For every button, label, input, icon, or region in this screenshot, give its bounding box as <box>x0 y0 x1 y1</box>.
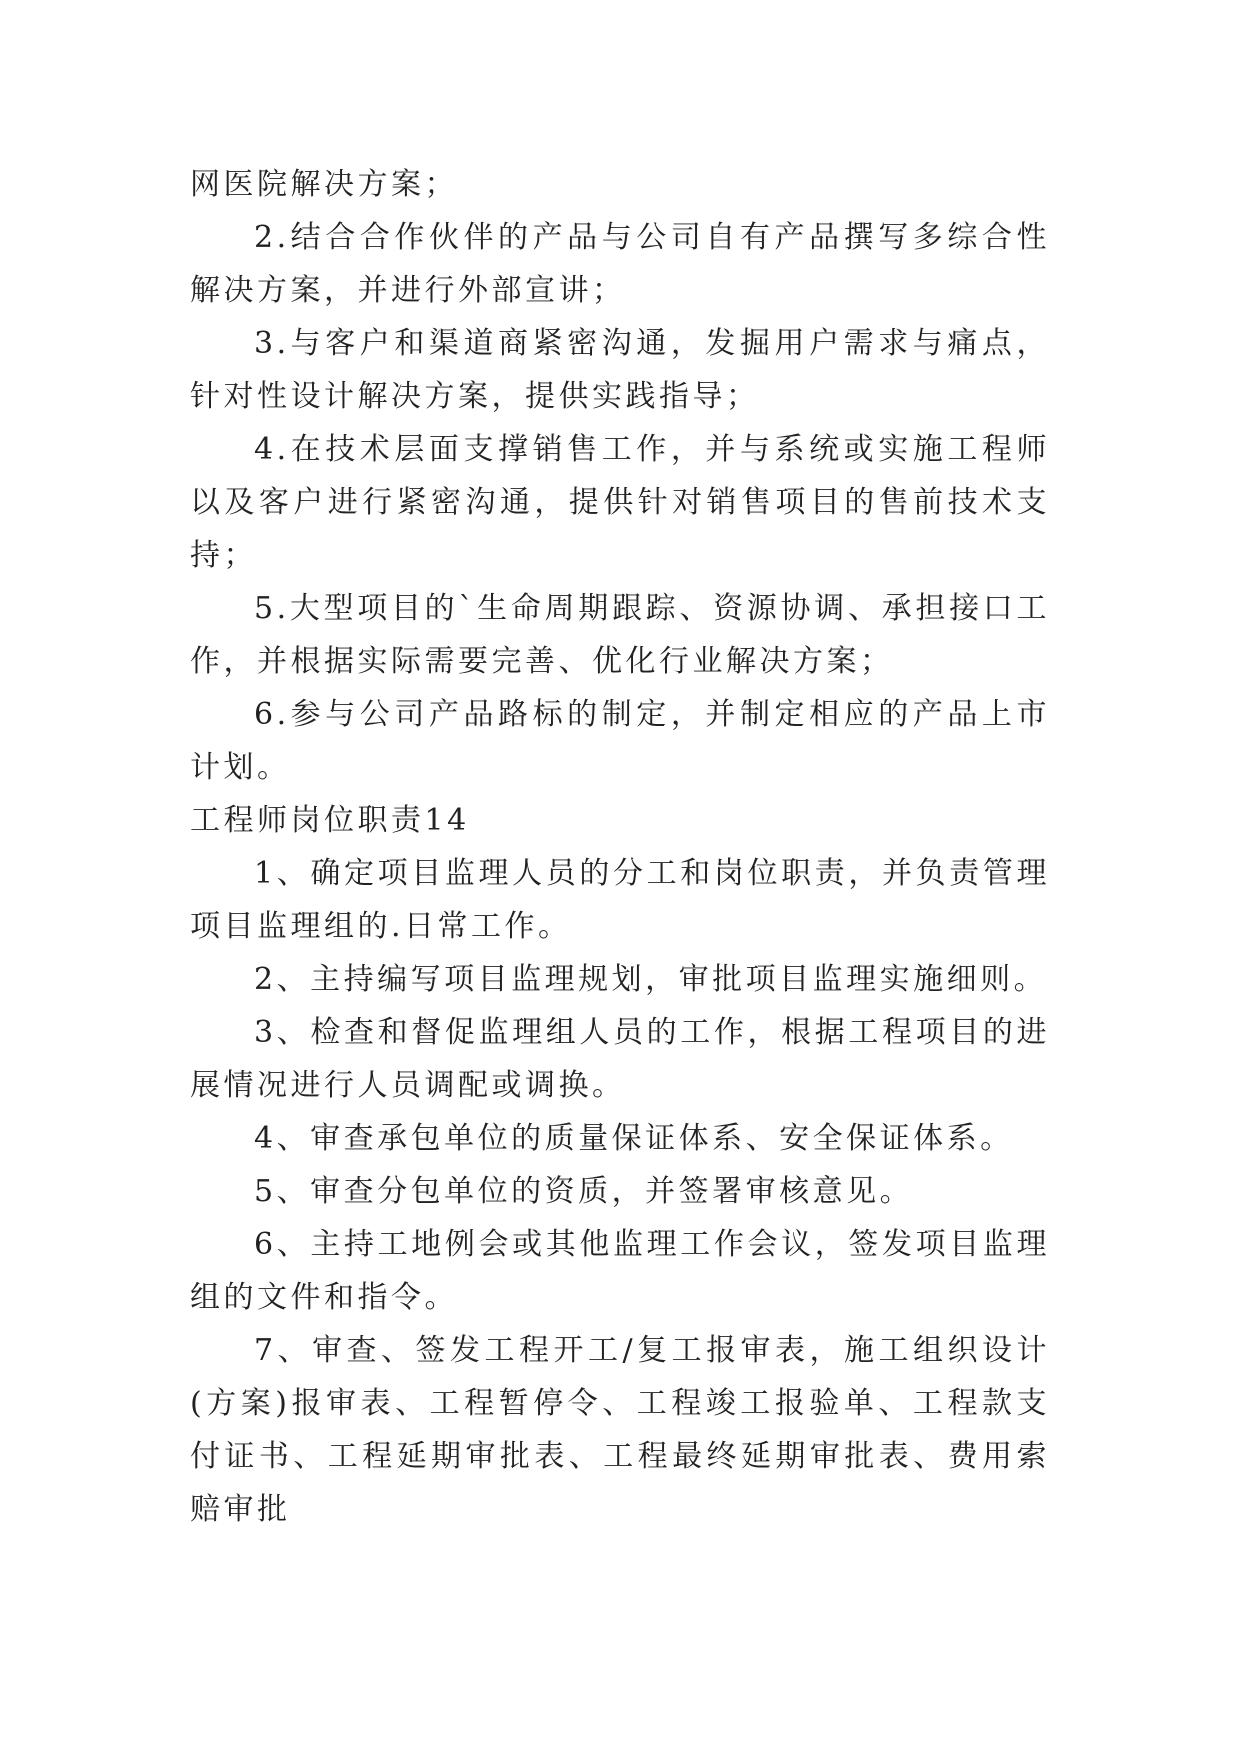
duty-item-4: 4、审查承包单位的质量保证体系、安全保证体系。 <box>254 1121 1014 1156</box>
paragraph-item-2: 2.结合合作伙伴的产品与公司自有产品撰写多综合性解决方案，并进行外部宣讲； <box>190 220 1050 308</box>
paragraph-item-4: 4.在技术层面支撑销售工作，并与系统或实施工程师以及客户进行紧密沟通，提供针对销售项目的售前技术支持； <box>190 432 1050 573</box>
paragraph-item-6: 6.参与公司产品路标的制定，并制定相应的产品上市计划。 <box>190 697 1050 785</box>
duty-item-3: 3、检查和督促监理组人员的工作，根据工程项目的进展情况进行人员调配或调换。 <box>190 1015 1050 1103</box>
paragraph-item-3: 3.与客户和渠道商紧密沟通，发掘用户需求与痛点，针对性设计解决方案，提供实践指导； <box>190 326 1050 414</box>
duty-item-2: 2、主持编写项目监理规划，审批项目监理实施细则。 <box>254 962 1048 997</box>
section-heading: 工程师岗位职责14 <box>190 803 470 838</box>
duty-item-7: 7、审查、签发工程开工/复工报审表，施工组织设计(方案)报审表、工程暂停令、工程竣工报验单、工程款支付证书、工程延期审批表、工程最终延期审批表、费用索赔审批 <box>190 1333 1050 1527</box>
paragraph-item-5: 5.大型项目的`生命周期跟踪、资源协调、承担接口工作，并根据实际需要完善、优化行业解决方案； <box>190 591 1050 679</box>
paragraph-continuation: 网医院解决方案； <box>190 167 458 202</box>
duty-item-6: 6、主持工地例会或其他监理工作会议，签发项目监理组的文件和指令。 <box>190 1227 1050 1315</box>
document-body <box>190 158 1050 1536</box>
duty-item-5: 5、审查分包单位的资质，并签署审核意见。 <box>254 1174 914 1209</box>
duty-item-1: 1、确定项目监理人员的分工和岗位职责，并负责管理项目监理组的.日常工作。 <box>190 856 1050 944</box>
